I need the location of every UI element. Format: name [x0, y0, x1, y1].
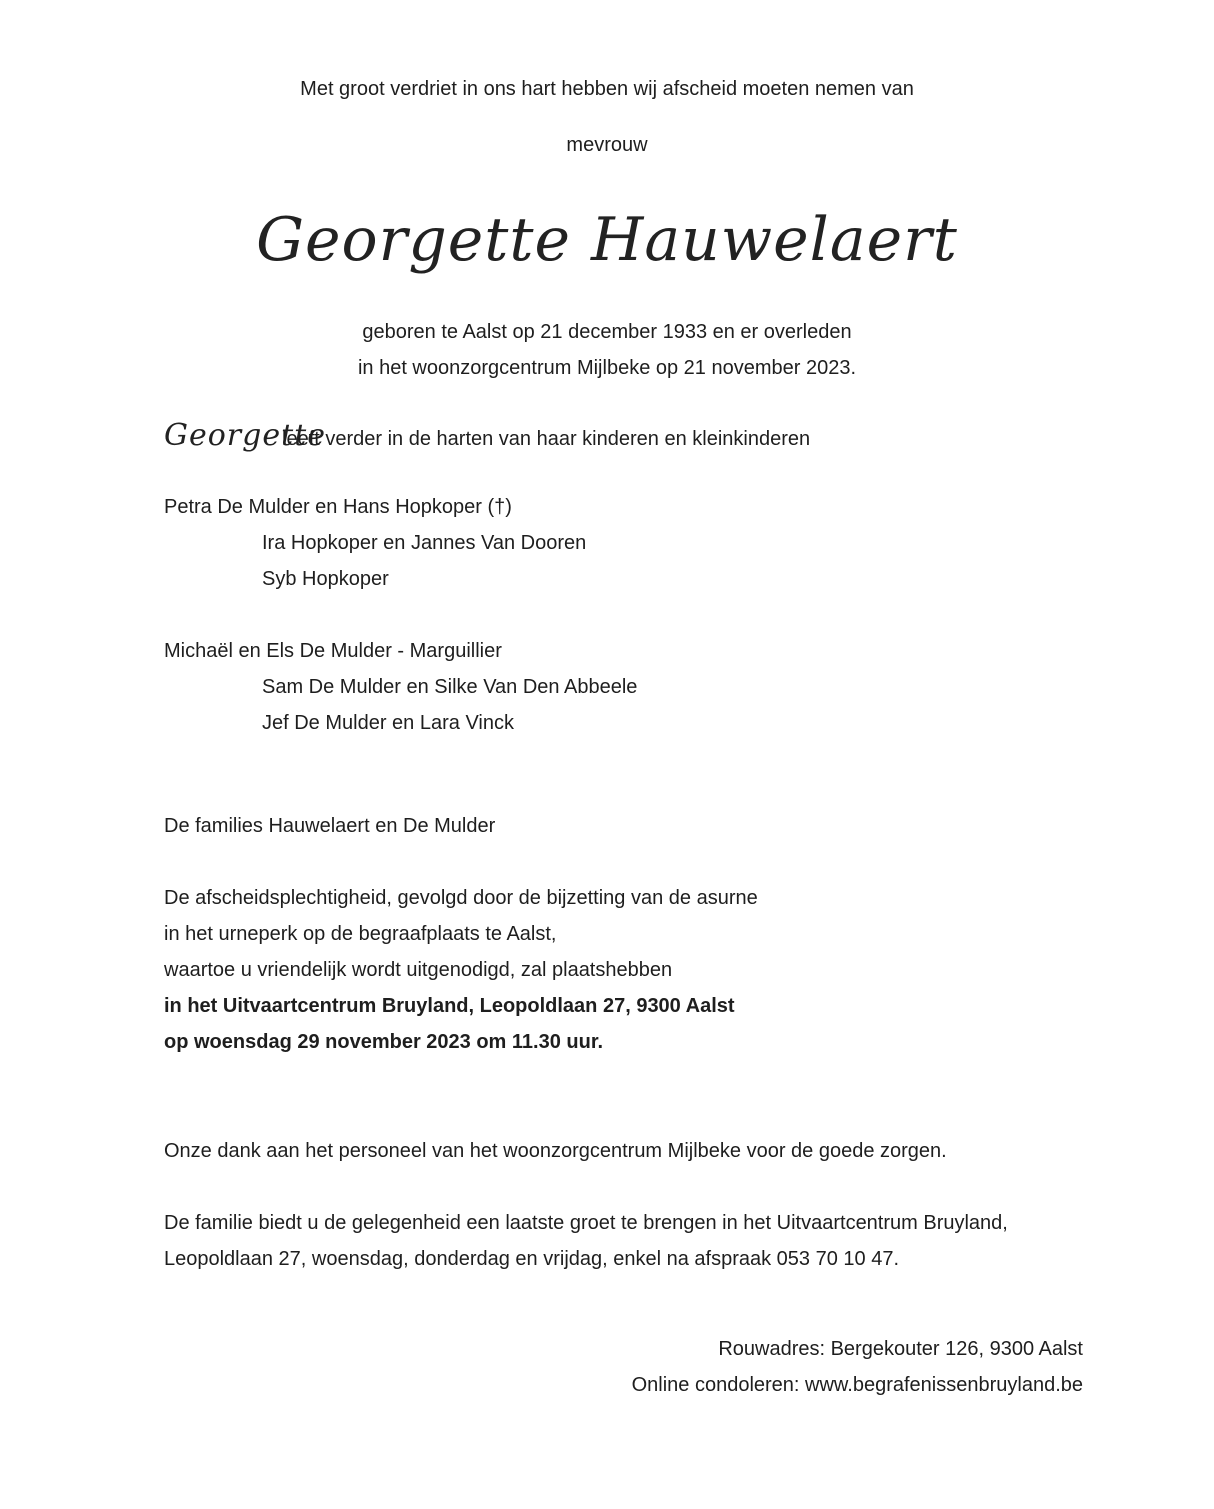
birth-line: geboren te Aalst op 21 december 1933 en er overleden	[362, 321, 852, 343]
family-1-parent: Petra De Mulder en Hans Hopkoper (†)	[164, 496, 512, 518]
deceased-name: Georgette Hauwelaert	[256, 205, 958, 275]
thanks-text: Onze dank aan het personeel van het woonzorgcentrum Mijlbeke voor de goede zorgen.	[164, 1140, 947, 1162]
family-2-child-1: Sam De Mulder en Silke Van Den Abbeele	[262, 676, 638, 698]
ceremony-line-1: De afscheidsplechtigheid, gevolgd door de bijzetting van de asurne	[164, 887, 758, 909]
title-prefix: mevrouw	[566, 134, 648, 156]
visit-line-2: Leopoldlaan 27, woensdag, donderdag en vrijdag, enkel na afspraak 053 70 10 47.	[164, 1248, 900, 1270]
family-1-child-2: Syb Hopkoper	[262, 568, 389, 590]
intro-text: Met groot verdriet in ons hart hebben wij afscheid moeten nemen van	[300, 78, 914, 100]
online-condolence: Online condoleren: www.begrafenissenbruyland.be	[631, 1374, 1083, 1396]
family-2-child-2: Jef De Mulder en Lara Vinck	[262, 712, 514, 734]
visit-line-1: De familie biedt u de gelegenheid een laatste groet te brengen in het Uitvaartcentrum Bruyland,	[164, 1212, 1008, 1234]
first-name-script: Georgette	[164, 418, 326, 453]
lives-on-text: leeft verder in de harten van haar kinderen en kleinkinderen	[282, 428, 811, 450]
ceremony-location: in het Uitvaartcentrum Bruyland, Leopoldlaan 27, 9300 Aalst	[164, 995, 735, 1017]
extended-family: De families Hauwelaert en De Mulder	[164, 815, 496, 837]
death-line: in het woonzorgcentrum Mijlbeke op 21 november 2023.	[357, 357, 857, 379]
mourning-address: Rouwadres: Bergekouter 126, 9300 Aalst	[718, 1338, 1083, 1360]
ceremony-line-3: waartoe u vriendelijk wordt uitgenodigd, zal plaatshebben	[164, 959, 673, 981]
ceremony-line-2: in het urneperk op de begraafplaats te Aalst,	[164, 923, 557, 945]
family-1-child-1: Ira Hopkoper en Jannes Van Dooren	[262, 532, 587, 554]
family-2-parent: Michaël en Els De Mulder - Marguillier	[164, 640, 502, 662]
ceremony-datetime: op woensdag 29 november 2023 om 11.30 uur.	[164, 1031, 604, 1053]
